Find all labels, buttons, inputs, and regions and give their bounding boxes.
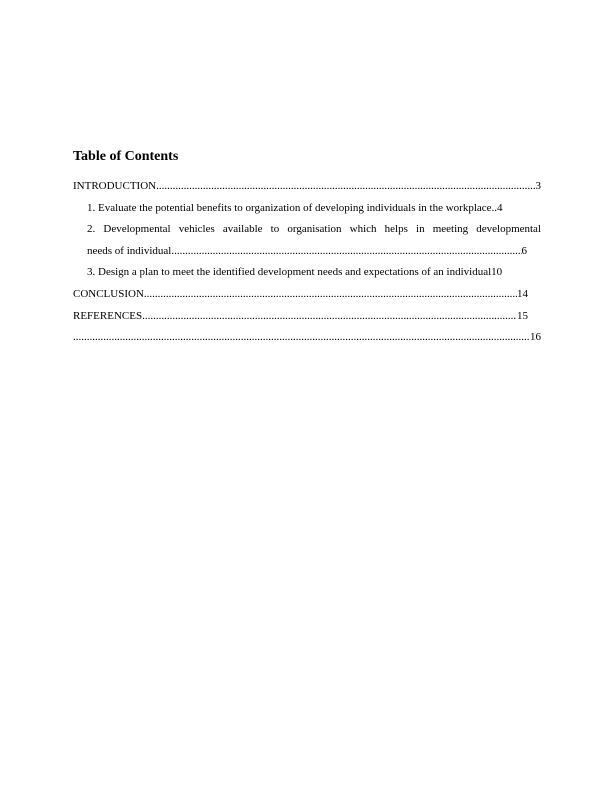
toc-entry-text-line-1: 2. Developmental vehicles available to organisation which helps in meeting developmental <box>87 223 541 236</box>
toc-entry-text: 3. Design a plan to meet the identified development needs and expectations of an individual <box>87 266 492 279</box>
toc-leader-dots <box>171 241 521 263</box>
toc-entry-page: 16 <box>530 331 541 344</box>
toc-entry-page: 3 <box>535 180 541 192</box>
table-of-contents <box>73 148 541 349</box>
toc-entry-page: 14 <box>517 287 528 300</box>
toc-entry-text-line-2: needs of individual <box>87 244 172 257</box>
toc-entry-section-3[interactable] <box>73 262 541 284</box>
toc-leader-dots <box>156 176 535 198</box>
toc-entry-section-1[interactable] <box>73 198 541 220</box>
toc-entry-page: 6 <box>521 244 527 257</box>
toc-entry-introduction[interactable] <box>73 176 541 198</box>
toc-entry-page: 15 <box>517 309 528 322</box>
toc-entry-text: 1. Evaluate the potential benefits to organization of developing individuals in the workplace. <box>87 201 495 214</box>
toc-heading: Table of Contents <box>73 149 179 164</box>
toc-entry-conclusion[interactable] <box>73 284 541 306</box>
toc-leader-dots <box>73 327 530 349</box>
toc-entry-text: INTRODUCTION <box>73 180 157 192</box>
toc-entry-page: .4 <box>494 201 503 214</box>
toc-leader-dots <box>144 284 517 306</box>
toc-entry-page: 10 <box>491 266 503 279</box>
toc-entry-untitled[interactable] <box>73 327 541 349</box>
toc-entry-text: REFERENCES <box>73 309 143 322</box>
toc-entry-references[interactable] <box>73 306 541 328</box>
toc-entry-section-2[interactable] <box>73 219 541 262</box>
toc-entry-text: CONCLUSION <box>73 287 144 300</box>
toc-leader-dots <box>142 306 517 328</box>
